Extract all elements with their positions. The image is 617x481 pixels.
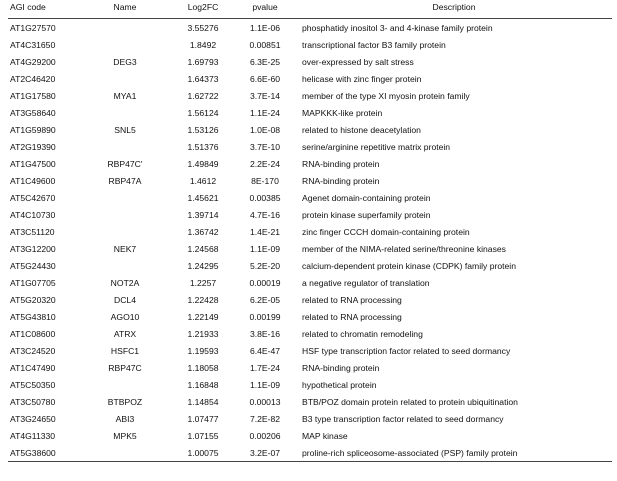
agi-code-cell: AT3C24520	[10, 345, 56, 356]
header-pvalue: pvalue	[234, 0, 296, 19]
pvalue-cell: 0.00206	[249, 430, 281, 441]
log2fc-cell: 1.64373	[187, 73, 219, 84]
name-cell	[78, 206, 172, 223]
table-row	[8, 223, 612, 240]
pvalue-cell: 8E-170	[251, 175, 279, 186]
table-row	[8, 155, 612, 172]
name-cell	[78, 189, 172, 206]
pvalue-cell: 3.2E-07	[234, 444, 296, 462]
name-cell: AGO10	[110, 311, 140, 322]
agi-code-cell: AT5C42670	[10, 192, 56, 203]
description-cell: over-expressed by salt stress	[302, 56, 414, 67]
table-row	[8, 240, 612, 257]
pvalue-cell: 0.00199	[249, 311, 281, 322]
agi-code-cell: AT1G27570	[10, 22, 56, 33]
agi-code-cell: AT4G29200	[10, 56, 56, 67]
log2fc-cell: 1.19593	[187, 345, 219, 356]
name-cell: RBP47C	[108, 362, 142, 373]
description-cell: RNA-binding protein	[302, 175, 380, 186]
name-cell	[78, 444, 172, 462]
agi-code-cell: AT1G07705	[10, 277, 56, 288]
name-cell: HSFC1	[110, 345, 140, 356]
header-name: Name	[78, 0, 172, 19]
description-cell: RNA-binding protein	[302, 158, 380, 169]
agi-code-cell: AT1G59890	[10, 124, 56, 135]
table-row	[8, 359, 612, 376]
description-cell: helicase with zinc finger protein	[302, 73, 422, 84]
table-row	[8, 427, 612, 444]
pvalue-cell: 6.2E-05	[249, 294, 281, 305]
pvalue-cell: 6.3E-25	[249, 56, 281, 67]
name-cell	[78, 257, 172, 274]
name-cell: ABI3	[115, 413, 135, 424]
log2fc-cell: 1.16848	[187, 379, 219, 390]
description-cell: hypothetical protein	[302, 379, 377, 390]
description-cell: B3 type transcription factor related to seed dormancy	[302, 413, 504, 424]
pvalue-cell: 1.1E-09	[249, 243, 281, 254]
pvalue-cell: 1.0E-08	[249, 124, 281, 135]
table-row	[8, 36, 612, 53]
table-row	[8, 257, 612, 274]
agi-code-cell: AT5C50350	[10, 379, 56, 390]
pvalue-cell: 4.7E-16	[249, 209, 281, 220]
log2fc-cell: 1.53126	[187, 124, 219, 135]
agi-code-cell: AT1C47490	[10, 362, 56, 373]
table-row	[8, 274, 612, 291]
table-row	[8, 342, 612, 359]
log2fc-cell: 1.69793	[187, 56, 219, 67]
name-cell: BTBPOZ	[107, 396, 143, 407]
agi-code-cell: AT3G12200	[10, 243, 56, 254]
log2fc-cell: 1.14854	[187, 396, 219, 407]
pvalue-cell: 0.00013	[249, 396, 281, 407]
name-cell: RBP47A	[108, 175, 142, 186]
log2fc-cell: 1.36742	[187, 226, 219, 237]
agi-code-cell: AT1C49600	[10, 175, 56, 186]
table-row	[8, 70, 612, 87]
log2fc-cell: 1.22428	[187, 294, 219, 305]
log2fc-cell: 1.22149	[187, 311, 219, 322]
table-row	[8, 138, 612, 155]
name-cell: MYA1	[113, 90, 137, 101]
table-row	[8, 291, 612, 308]
pvalue-cell: 3.8E-16	[249, 328, 281, 339]
table-row	[8, 206, 612, 223]
log2fc-cell: 1.45621	[187, 192, 219, 203]
agi-code-cell: AT1C08600	[10, 328, 56, 339]
log2fc-cell: 1.51376	[187, 141, 219, 152]
description-cell: calcium-dependent protein kinase (CDPK) family protein	[302, 260, 516, 271]
agi-code-cell: AT5G43810	[10, 311, 56, 322]
agi-code-cell: AT3G24650	[10, 413, 56, 424]
log2fc-cell: 1.07155	[187, 430, 219, 441]
header-agi-code: AGI code	[8, 0, 78, 19]
pvalue-cell: 7.2E-82	[249, 413, 281, 424]
description-cell: protein kinase superfamily protein	[302, 209, 431, 220]
description-cell: HSF type transcription factor related to seed dormancy	[302, 345, 511, 356]
description-cell: transcriptional factor B3 family protein	[302, 39, 446, 50]
pvalue-cell: 3.7E-10	[249, 141, 281, 152]
name-cell: MPK5	[113, 430, 137, 441]
name-cell	[78, 104, 172, 121]
name-cell: NOT2A	[110, 277, 140, 288]
description-cell: zinc finger CCCH domain-containing protein	[302, 226, 470, 237]
header-log2fc: Log2FC	[172, 0, 234, 19]
description-cell: related to histone deacetylation	[302, 124, 421, 135]
pvalue-cell: 5.2E-20	[249, 260, 281, 271]
agi-code-cell: AT3C51120	[10, 226, 55, 237]
name-cell	[78, 138, 172, 155]
table-row	[8, 87, 612, 104]
name-cell	[78, 223, 172, 240]
table-header	[8, 0, 612, 19]
name-cell: NEK7	[113, 243, 137, 254]
log2fc-cell: 1.8492	[189, 39, 217, 50]
log2fc-cell: 1.39714	[187, 209, 219, 220]
table-row	[8, 325, 612, 342]
name-cell: DEG3	[113, 56, 137, 67]
table-row	[8, 308, 612, 325]
description-cell: RNA-binding protein	[302, 362, 380, 373]
agi-code-cell: AT5G20320	[10, 294, 56, 305]
agi-code-cell: AT4C10730	[10, 209, 56, 220]
log2fc-cell: 3.55276	[187, 22, 219, 33]
description-cell: a negative regulator of translation	[302, 277, 430, 288]
gene-table	[8, 0, 612, 462]
pvalue-cell: 1.4E-21	[249, 226, 281, 237]
table-body	[8, 19, 612, 462]
description-cell: serine/arginine repetitive matrix protein	[302, 141, 451, 152]
pvalue-cell: 2.2E-24	[249, 158, 281, 169]
table-row	[8, 393, 612, 410]
name-cell	[78, 19, 172, 37]
table-row	[8, 444, 612, 462]
name-cell: RBP47C'	[107, 158, 143, 169]
pvalue-cell: 1.1E-09	[249, 379, 281, 390]
description-cell: member of the type XI myosin protein family	[302, 90, 470, 101]
description-cell: related to RNA processing	[302, 311, 402, 322]
description-cell: phosphatidy inositol 3- and 4-kinase family protein	[302, 22, 493, 33]
name-cell	[78, 376, 172, 393]
name-cell	[78, 70, 172, 87]
agi-code-cell: AT3G58640	[10, 107, 56, 118]
log2fc-cell: 1.00075	[172, 444, 234, 462]
log2fc-cell: 1.49849	[187, 158, 219, 169]
log2fc-cell: 1.4612	[189, 175, 217, 186]
table-row	[8, 104, 612, 121]
table-row	[8, 53, 612, 70]
agi-code-cell: AT4C31650	[10, 39, 56, 50]
pvalue-cell: 0.00019	[249, 277, 281, 288]
log2fc-cell: 1.24295	[187, 260, 219, 271]
header-row	[8, 0, 612, 19]
agi-code-cell: AT5G24430	[10, 260, 56, 271]
log2fc-cell: 1.24568	[187, 243, 219, 254]
table-row	[8, 121, 612, 138]
table-row	[8, 189, 612, 206]
agi-code-cell: AT3C50780	[10, 396, 56, 407]
table-row	[8, 410, 612, 427]
agi-code-cell: AT1G47500	[10, 158, 56, 169]
description-cell: member of the NIMA-related serine/threonine kinases	[302, 243, 506, 254]
agi-code-cell: AT1G17580	[10, 90, 56, 101]
name-cell: SNL5	[114, 124, 136, 135]
log2fc-cell: 1.07477	[187, 413, 219, 424]
pvalue-cell: 1.1E-06	[249, 22, 281, 33]
description-cell: MAP kinase	[302, 430, 348, 441]
table-row	[8, 376, 612, 393]
pvalue-cell: 6.6E-60	[249, 73, 281, 84]
pvalue-cell: 0.00851	[249, 39, 281, 50]
agi-code-cell: AT4G11330	[10, 430, 56, 441]
log2fc-cell: 1.18058	[187, 362, 219, 373]
log2fc-cell: 1.21933	[187, 328, 219, 339]
name-cell: ATRX	[113, 328, 137, 339]
description-cell: related to chromatin remodeling	[302, 328, 423, 339]
log2fc-cell: 1.62722	[187, 90, 219, 101]
description-cell: BTB/POZ domain protein related to protein ubiquitination	[302, 396, 518, 407]
name-cell: DCL4	[114, 294, 136, 305]
pvalue-cell: 0.00385	[249, 192, 281, 203]
table-row	[8, 19, 612, 37]
description-cell: related to RNA processing	[302, 294, 402, 305]
description-cell: proline-rich spliceosome-associated (PSP) family protein	[296, 444, 612, 462]
agi-code-cell: AT2G19390	[10, 141, 56, 152]
header-description: Description	[296, 0, 612, 19]
name-cell	[78, 36, 172, 53]
agi-code-cell: AT5G38600	[8, 444, 78, 462]
pvalue-cell: 3.7E-14	[249, 90, 281, 101]
table-row	[8, 172, 612, 189]
pvalue-cell: 1.7E-24	[249, 362, 281, 373]
description-cell: MAPKKK-like protein	[302, 107, 383, 118]
log2fc-cell: 1.56124	[187, 107, 219, 118]
description-cell: Agenet domain-containing protein	[302, 192, 431, 203]
pvalue-cell: 1.1E-24	[249, 107, 281, 118]
pvalue-cell: 6.4E-47	[249, 345, 281, 356]
agi-code-cell: AT2C46420	[10, 73, 56, 84]
log2fc-cell: 1.2257	[189, 277, 217, 288]
